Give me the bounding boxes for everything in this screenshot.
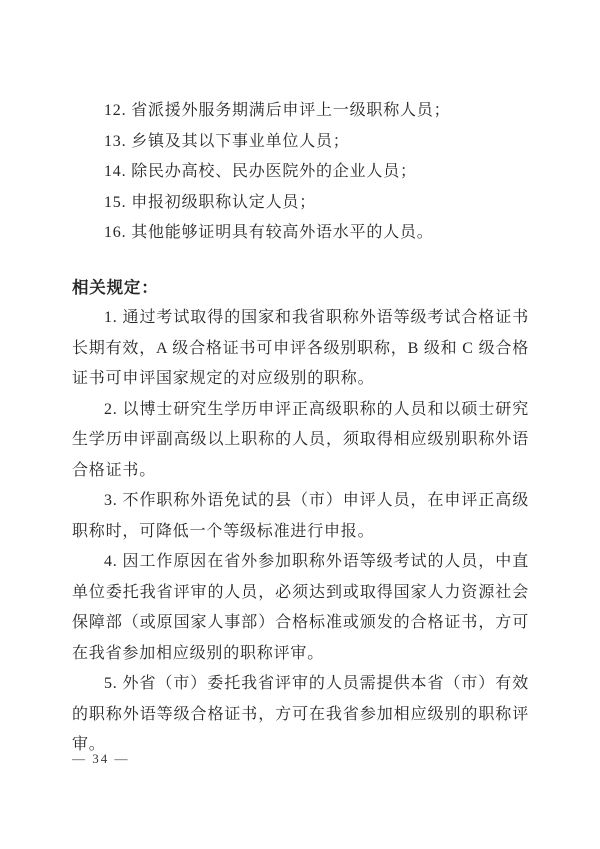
list-item-13: 13. 乡镇及其以下事业单位人员； [104, 132, 350, 150]
regulation-paragraph-1: 1. 通过考试取得的国家和我省职称外语等级考试合格证书长期有效，A 级合格证书可申评各级别职称，B 级和 C 级合格证书可申评国家规定的对应级别的职称。 [72, 309, 529, 387]
numbered-list [72, 96, 529, 249]
list-item-16: 16. 其他能够证明具有较高外语水平的人员。 [104, 224, 434, 241]
page-number: — 34 — [72, 751, 130, 766]
document-body [72, 96, 529, 761]
list-item-14: 14. 除民办高校、民办医院外的企业人员； [104, 163, 417, 180]
list-item-15: 15. 申报初级职称认定人员； [104, 193, 317, 211]
regulation-paragraph-4: 4. 因工作原因在省外参加职称外语等级考试的人员，中直单位委托我省评审的人员，必须达到或取得国家人力资源社会保障部（或原国家人事部）合格标准或颁发的合格证书，方可在我省参加相应级别的职称评审。 [72, 553, 529, 662]
regulation-paragraph-3: 3. 不作职称外语免试的县（市）申评人员，在申评正高级职称时，可降低一个等级标准进行申报。 [72, 492, 529, 540]
regulation-paragraph-2: 2. 以博士研究生学历申评正高级职称的人员和以硕士研究生学历申评副高级以上职称的人员，须取得相应级别职称外语合格证书。 [72, 400, 529, 479]
regulation-paragraph-5: 5. 外省（市）委托我省评审的人员需提供本省（市）有效的职称外语等级合格证书，方可在我省参加相应级别的职称评审。 [72, 675, 529, 753]
section-heading: 相关规定： [72, 277, 159, 297]
section-paragraphs [72, 303, 529, 761]
list-item-12: 12. 省派援外服务期满后申评上一级职称人员； [104, 102, 451, 119]
